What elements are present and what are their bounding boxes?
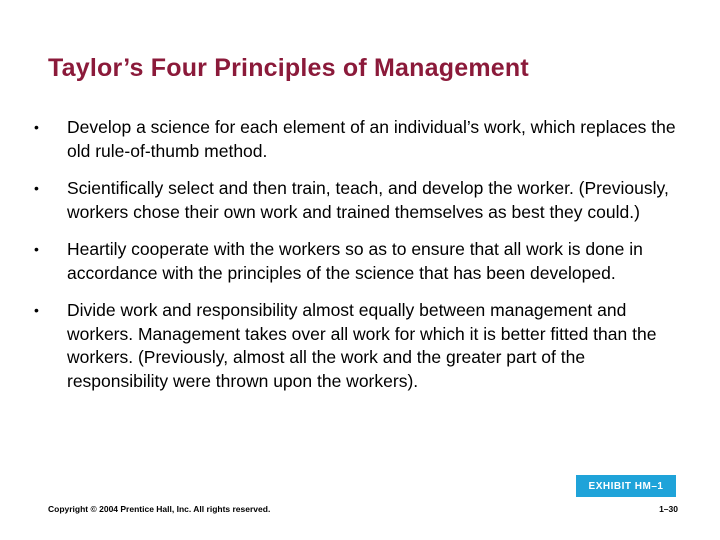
bullet-item xyxy=(30,238,680,285)
bullet-item xyxy=(30,116,680,163)
bullet-dot: • xyxy=(34,241,39,257)
bullet-item xyxy=(30,299,680,393)
slide-title: Taylor’s Four Principles of Management xyxy=(48,54,529,82)
bullet-dot: • xyxy=(34,119,39,135)
bullet-dot: • xyxy=(34,180,39,196)
bullet-text: Scientifically select and then train, teach, and develop the worker. (Previously, workers chose their own work and trained themselves as best they could.) xyxy=(67,178,669,222)
bullet-text: Develop a science for each element of an individual’s work, which replaces the old rule-of-thumb method. xyxy=(67,117,676,161)
bullet-text: Heartily cooperate with the workers so as to ensure that all work is done in accordance with the principles of the science that has been developed. xyxy=(67,239,643,283)
bullet-item xyxy=(30,177,680,224)
bullet-text: Divide work and responsibility almost equally between management and workers. Management takes over all work for which it is better fitted than the workers. (Previously, almost all the work and the greater part of the responsibility were thrown upon the workers). xyxy=(67,300,657,391)
page-number: 1–30 xyxy=(659,504,678,514)
bullet-list xyxy=(30,116,680,407)
bullet-dot: • xyxy=(34,302,39,318)
copyright-notice: Copyright © 2004 Prentice Hall, Inc. All rights reserved. xyxy=(48,504,271,514)
exhibit-badge: EXHIBIT HM–1 xyxy=(576,475,676,497)
